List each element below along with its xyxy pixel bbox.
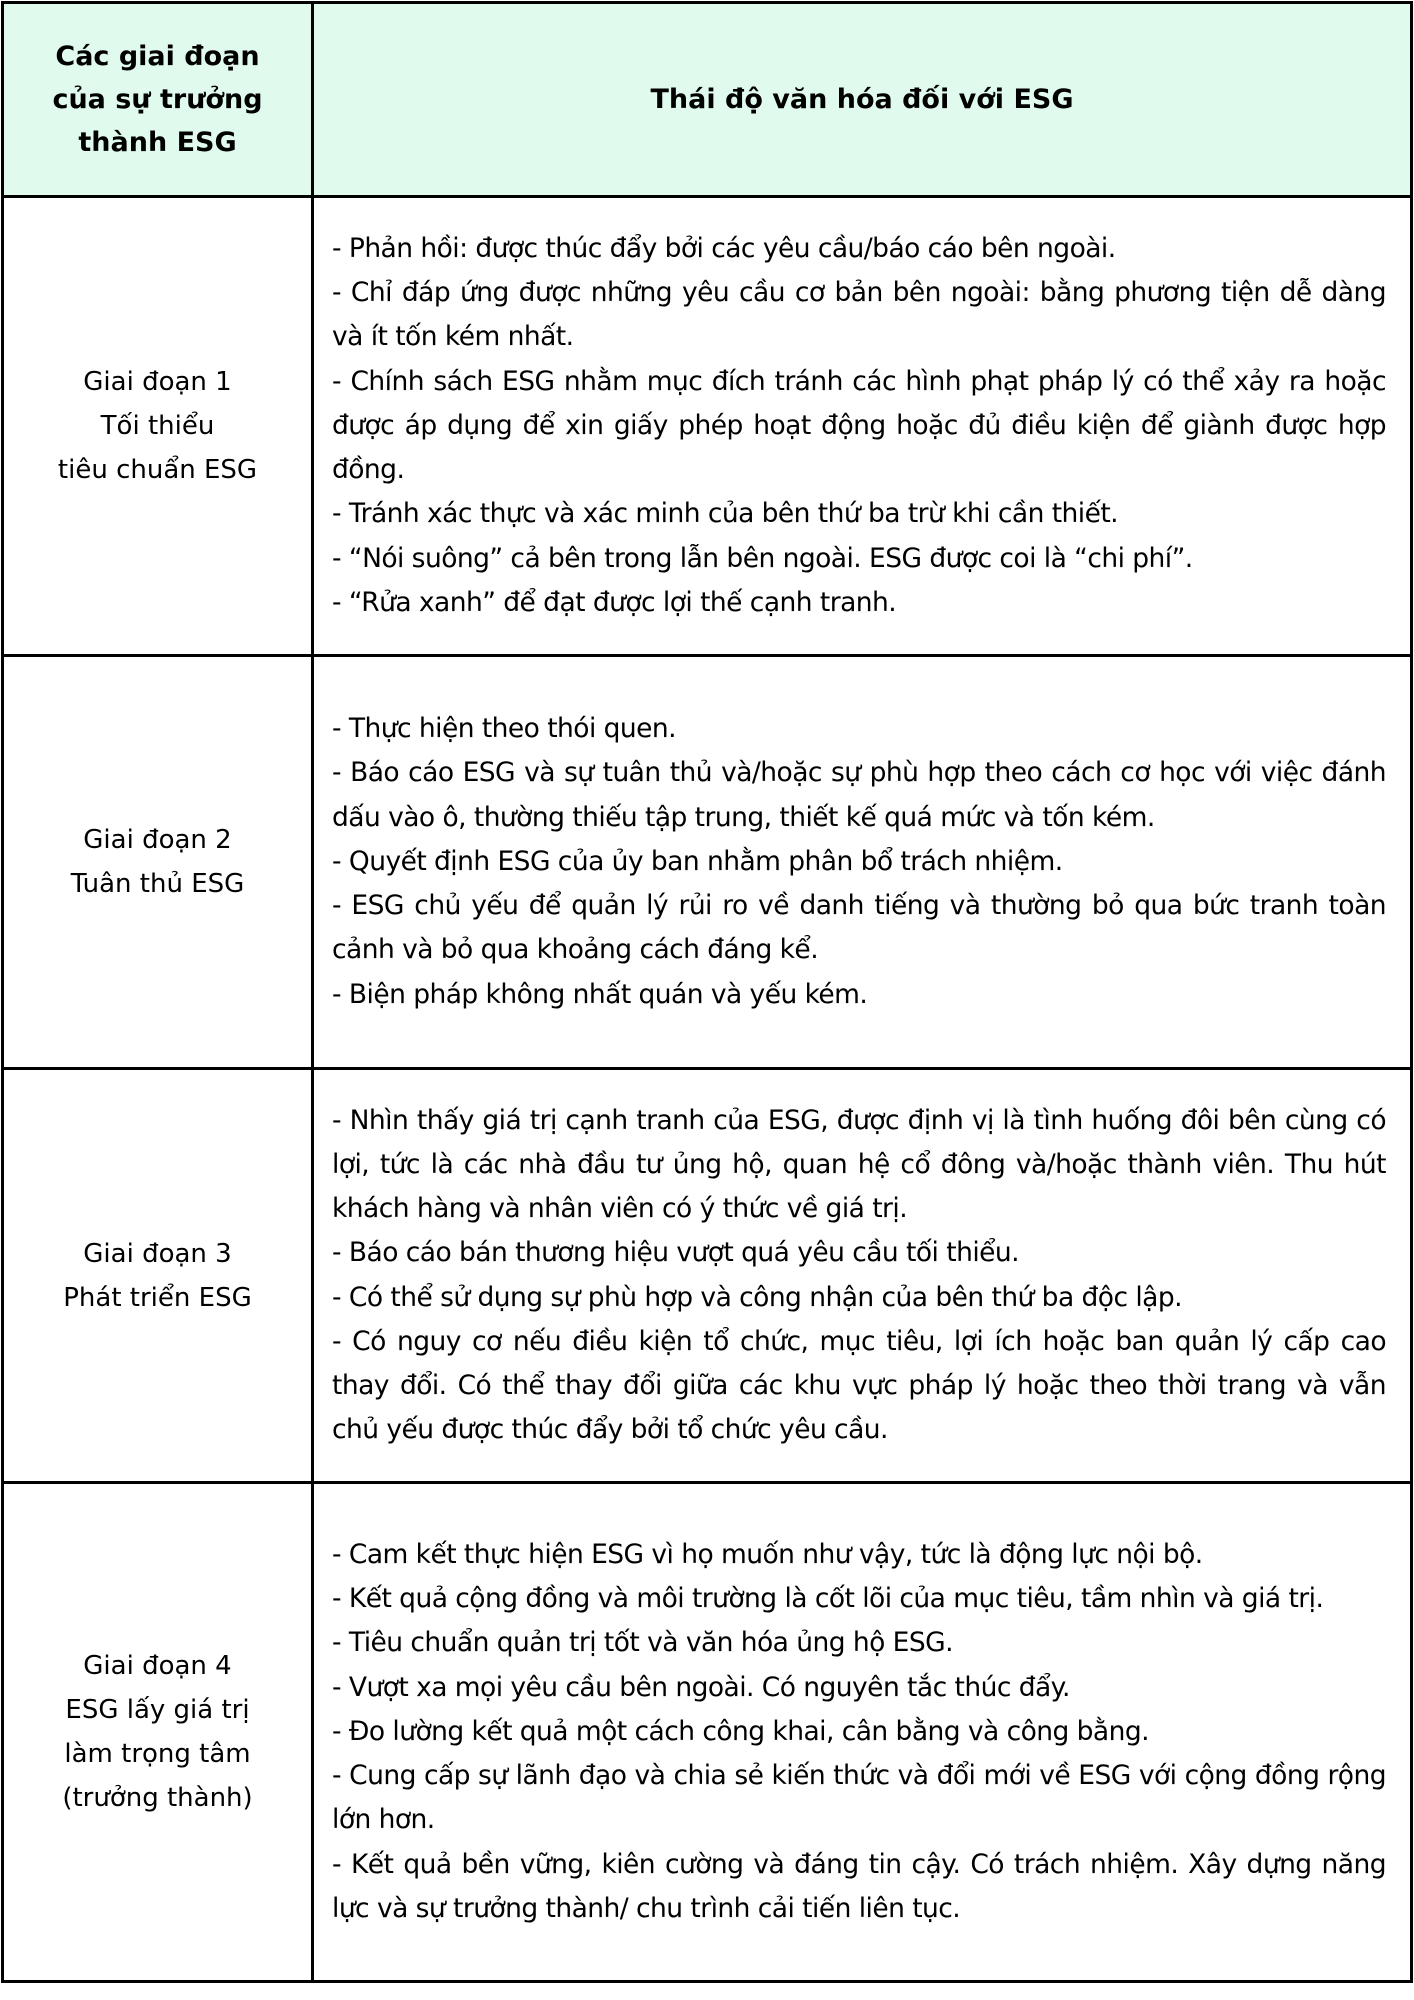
list-item: - Quyết định ESG của ủy ban nhằm phân bổ trách nhiệm. [332, 845, 1063, 877]
list-item: - Vượt xa mọi yêu cầu bên ngoài. Có nguyên tắc thúc đẩy. [332, 1671, 1070, 1703]
list-item: - Chỉ đáp ứng được những yêu cầu cơ bản bên ngoài: bằng phương tiện dễ dàng và ít tốn kém nhất. [332, 277, 1386, 353]
stage-3-label: Giai đoạn 3 [83, 1238, 232, 1269]
list-item: - Có thể sử dụng sự phù hợp và công nhận của bên thứ ba độc lập. [332, 1281, 1182, 1313]
esg-maturity-table [1, 1, 1413, 1983]
list-item: - Cam kết thực hiện ESG vì họ muốn như vậy, tức là động lực nội bộ. [332, 1539, 1203, 1571]
list-item: - Đo lường kết quả một cách công khai, cân bằng và công bằng. [332, 1715, 1150, 1747]
stage-4-label: ESG lấy giá trị [65, 1695, 250, 1725]
list-item: - Biện pháp không nhất quán và yếu kém. [332, 978, 868, 1010]
stage-1-attitude-list [332, 227, 1386, 625]
list-item: - Thực hiện theo thói quen. [332, 713, 677, 745]
stage-2-label: Tuân thủ ESG [70, 869, 245, 899]
stage-3-label: Phát triển ESG [63, 1282, 252, 1313]
stage-4-label: (trưởng thành) [62, 1783, 253, 1813]
stage-3-cell [4, 1070, 314, 1484]
header-attitude [314, 4, 1410, 198]
stage-2-attitude-cell [314, 657, 1410, 1070]
stage-4-attitude-cell [314, 1484, 1410, 1980]
header-attitude-label: Thái độ văn hóa đối với ESG [650, 84, 1074, 115]
list-item: - Chính sách ESG nhằm mục đích tránh các hình phạt pháp lý có thể xảy ra hoặc được áp dụng để xin giấy phép hoạt động hoặc đủ điều kiện để giành được hợp đồng. [332, 365, 1386, 486]
stage-4-label: Giai đoạn 4 [83, 1651, 232, 1681]
stage-4-cell [4, 1484, 314, 1980]
list-item: - Báo cáo bán thương hiệu vượt quá yêu cầu tối thiểu. [332, 1237, 1020, 1269]
stage-1-label: tiêu chuẩn ESG [57, 455, 258, 485]
stage-2-cell [4, 657, 314, 1070]
stage-2-label: Giai đoạn 2 [83, 825, 232, 855]
list-item: - “Rửa xanh” để đạt được lợi thế cạnh tranh. [332, 586, 897, 618]
header-stages-line: thành ESG [78, 127, 237, 158]
stage-3-attitude-list [332, 1099, 1386, 1453]
list-item: - Kết quả bền vững, kiên cường và đáng tin cậy. Có trách nhiệm. Xây dựng năng lực và sự trưởng thành/ chu trình cải tiến liên tục. [332, 1848, 1386, 1924]
list-item: - “Nói suông” cả bên trong lẫn bên ngoài. ESG được coi là “chi phí”. [332, 542, 1193, 574]
stage-1-label: Giai đoạn 1 [83, 367, 232, 397]
list-item: - ESG chủ yếu để quản lý rủi ro về danh tiếng và thường bỏ qua bức tranh toàn cảnh và bỏ qua khoảng cách đáng kể. [332, 890, 1386, 966]
list-item: - Kết quả cộng đồng và môi trường là cốt lõi của mục tiêu, tầm nhìn và giá trị. [332, 1583, 1324, 1615]
list-item: - Tiêu chuẩn quản trị tốt và văn hóa ủng hộ ESG. [332, 1627, 953, 1659]
list-item: - Phản hồi: được thúc đẩy bởi các yêu cầu/báo cáo bên ngoài. [332, 233, 1116, 265]
header-stages-line: Các giai đoạn [55, 41, 260, 72]
header-stages-line: của sự trưởng [52, 84, 263, 115]
stage-1-attitude-cell [314, 198, 1410, 657]
header-stages [4, 4, 314, 198]
stage-1-label: Tối thiểu [100, 411, 215, 441]
stage-1-cell [4, 198, 314, 657]
stage-4-label: làm trọng tâm [64, 1739, 251, 1769]
list-item: - Báo cáo ESG và sự tuân thủ và/hoặc sự phù hợp theo cách cơ học với việc đánh dấu vào ô, thường thiếu tập trung, thiết kế quá mức và tốn kém. [332, 757, 1386, 833]
list-item: - Có nguy cơ nếu điều kiện tổ chức, mục tiêu, lợi ích hoặc ban quản lý cấp cao thay đổi. Có thể thay đổi giữa các khu vực pháp lý hoặc theo thời trang và vẫn chủ yếu được thúc đẩy bởi tổ chức yêu cầu. [332, 1325, 1386, 1446]
stage-3-attitude-cell [314, 1070, 1410, 1484]
stage-2-attitude-list [332, 707, 1386, 1016]
list-item: - Nhìn thấy giá trị cạnh tranh của ESG, được định vị là tình huống đôi bên cùng có lợi, tức là các nhà đầu tư ủng hộ, quan hệ cổ đông và/hoặc thành viên. Thu hút khách hàng và nhân viên có ý thức về giá trị. [332, 1104, 1386, 1225]
stage-4-attitude-list [332, 1533, 1386, 1931]
list-item: - Cung cấp sự lãnh đạo và chia sẻ kiến thức và đổi mới về ESG với cộng đồng rộng lớn hơn. [332, 1760, 1386, 1836]
list-item: - Tránh xác thực và xác minh của bên thứ ba trừ khi cần thiết. [332, 498, 1119, 530]
